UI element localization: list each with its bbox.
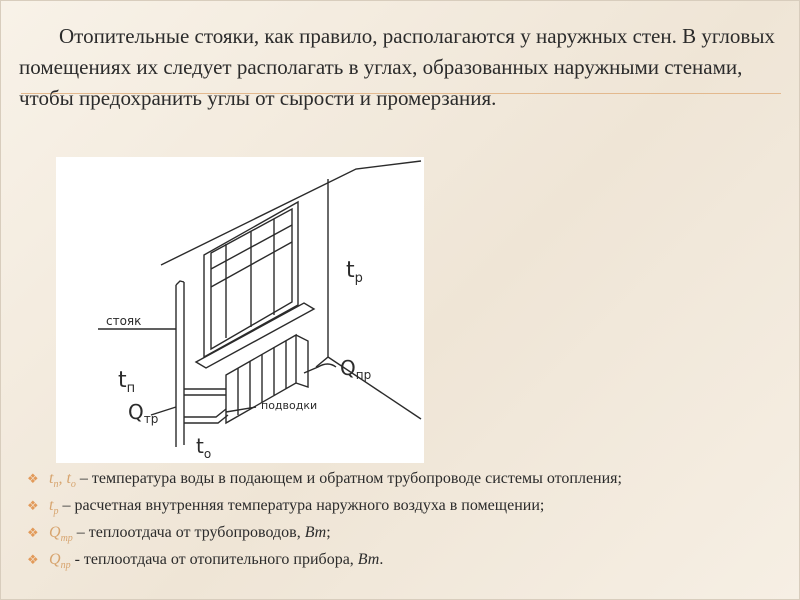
label-stoyak: стояк <box>106 314 142 328</box>
bullet-icon: ❖ <box>27 471 39 486</box>
symbol-qtr: $Q_{тр}$ <box>49 524 73 545</box>
label-to: $t_о$ <box>196 434 212 461</box>
symbol-tp: $t_р$ <box>49 497 59 518</box>
legend-item <box>27 546 787 573</box>
bullet-icon: ❖ <box>27 552 39 567</box>
intro-paragraph: Отопительные стояки, как правило, располагаются у наружных стен. В угловых помещениях их следует располагать в углах, образованных наружными стенами, чтобы предохранить углы от сырости и промерзания. <box>19 24 775 110</box>
legend-item <box>27 465 787 492</box>
symbol-qpr: $Q_{пр}$ <box>49 551 71 572</box>
legend-text: – теплоотдача от трубопроводов, <box>72 524 305 541</box>
label-podvodki: подводки <box>261 399 318 412</box>
legend-end: . <box>379 551 384 568</box>
legend-text: – температура воды в подающем и обратном трубопроводе системы отопления; <box>75 470 622 487</box>
unit-text: Вт <box>304 524 327 541</box>
bullet-icon: ❖ <box>27 525 39 540</box>
label-qnp: $Q_{пр}$ <box>340 356 372 382</box>
riser-diagram-svg <box>56 157 424 463</box>
legend-item <box>27 492 787 519</box>
legend-end: ; <box>326 524 331 541</box>
legend-item <box>27 519 787 546</box>
legend-text: - теплоотдача от отопительного прибора, <box>70 551 358 568</box>
label-qmp: $Q_{тр}$ <box>128 400 159 426</box>
legend-list <box>27 465 787 573</box>
symbol-to: $t_о$ <box>66 470 76 491</box>
bullet-icon: ❖ <box>27 498 39 513</box>
unit-text: Вт <box>357 551 380 568</box>
symbol-tn: $t_п$ <box>49 470 59 491</box>
legend-text: – расчетная внутренняя температура наружного воздуха в помещении; <box>58 497 545 514</box>
riser-diagram <box>56 157 424 463</box>
label-tn: $t_п$ <box>118 368 136 396</box>
label-tp: $t_р$ <box>346 258 363 286</box>
symbol-separator: , <box>58 470 67 487</box>
